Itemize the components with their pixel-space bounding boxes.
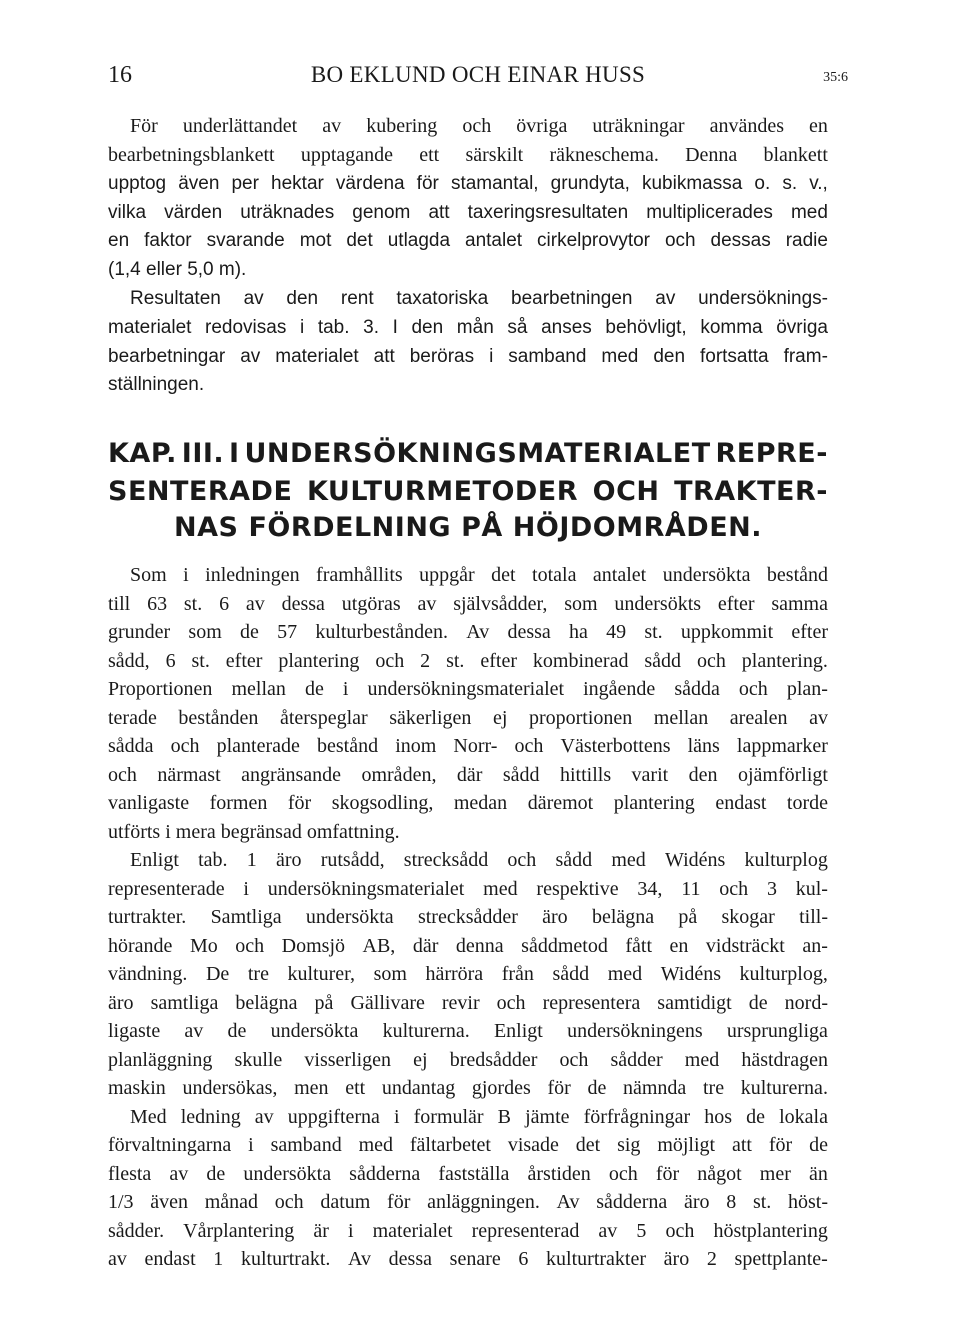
text-line: ligaste av de undersökta kulturerna. Enligt undersökningens ursprungliga xyxy=(108,1020,828,1042)
text-line: utförts i mera begränsad omfattning. xyxy=(108,821,400,843)
text-line: och närmast angränsande områden, där sådd hittills varit den ojämförligt xyxy=(108,764,828,786)
text-line: äro samtliga belägna på Gällivare revir och representera samtidigt de nord- xyxy=(108,992,828,1014)
text-line: 1/3 även månad och datum för anläggningen. Av sådderna äro 8 st. höst- xyxy=(108,1191,828,1213)
text-line: sådd, 6 st. efter plantering och 2 st. efter kombinerad sådd och plantering. xyxy=(108,650,828,672)
text-line: hörande Mo och Domsjö AB, där denna såddmetod fått en vidsträckt an- xyxy=(108,935,828,957)
chapter-heading-line: SENTERADE KULTURMETODER OCH TRAKTER- xyxy=(108,476,828,507)
text-line: förvaltningarna i samband med fältarbetet visade det sig möjligt att för de xyxy=(108,1134,828,1156)
text-line: Resultaten av den rent taxatoriska bearbetningen av undersöknings- xyxy=(130,288,828,309)
text-line: av endast 1 kulturtrakt. Av dessa senare 6 kulturtrakter äro 2 spettplante- xyxy=(108,1248,828,1270)
text-line: flesta av de undersökta sådderna fastställa årstiden och för något mer än xyxy=(108,1163,828,1185)
running-title: BO EKLUND OCH EINAR HUSS xyxy=(310,62,646,87)
text-line: planläggning skulle visserligen ej bredsådder och sådder med hästdragen xyxy=(108,1049,828,1071)
page-header xyxy=(108,62,848,98)
text-line: maskin undersökas, men ett undantag gjordes för de nämnda tre kulturerna. xyxy=(108,1077,828,1099)
text-line: För underlättandet av kubering och övriga uträkningar användes en xyxy=(130,115,828,137)
volume-number: 35:6 xyxy=(823,70,848,85)
page-number: 16 xyxy=(108,62,132,88)
text-line: till 63 st. 6 av dessa utgöras av självsådder, som undersökts efter samma xyxy=(108,593,828,615)
chapter-heading-line: KAP. III. I UNDERSÖKNINGSMATERIALET REPRE- xyxy=(108,438,828,469)
text-line: sådder. Vårplantering är i materialet representerad av 5 och höstplantering xyxy=(108,1220,828,1242)
text-line: en faktor svarande mot det utlagda antalet cirkelprovytor och dessas radie xyxy=(108,230,828,251)
text-line: upptog även per hektar värdena för stamantal, grundyta, kubikmassa o. s. v., xyxy=(108,173,828,194)
text-line: terade bestånden återspeglar säkerligen ej proportionen mellan arealen av xyxy=(108,707,828,729)
text-line: vanligaste formen för skogsodling, medan däremot plantering endast torde xyxy=(108,792,828,814)
text-line: (1,4 eller 5,0 m). xyxy=(108,259,247,280)
text-line: ställningen. xyxy=(108,374,205,395)
text-line: turtrakter. Samtliga undersökta strecksådder äro belägna på skogar till- xyxy=(108,906,828,928)
text-line: representerade i undersökningsmaterialet med respektive 34, 11 och 3 kul- xyxy=(108,878,828,900)
text-line: grunder som de 57 kulturbestånden. Av dessa ha 49 st. uppkommit efter xyxy=(108,621,828,643)
text-line: Med ledning av uppgifterna i formulär B jämte förfrågningar hos de lokala xyxy=(130,1106,828,1128)
text-line: vändning. De tre kulturer, som härröra från sådd med Widéns kulturplog, xyxy=(108,963,828,985)
text-line: bearbetningsblankett upptagande ett särskilt räkneschema. Denna blankett xyxy=(108,144,828,166)
text-line: Proportionen mellan de i undersökningsmaterialet ingående sådda och plan- xyxy=(108,678,828,700)
text-line: vilka värden uträknades genom att taxeringsresultaten multiplicerades med xyxy=(108,202,828,223)
text-line: sådda och planterade bestånd inom Norr- och Västerbottens läns lappmarker xyxy=(108,735,828,757)
text-line: Som i inledningen framhållits uppgår det totala antalet undersökta bestånd xyxy=(130,564,828,586)
text-line: bearbetningar av materialet att beröras i samband med den fortsatta fram- xyxy=(108,346,828,367)
text-line: Enligt tab. 1 äro rutsådd, strecksådd och sådd med Widéns kulturplog xyxy=(130,849,828,871)
chapter-heading-line: NAS FÖRDELNING PÅ HÖJDOMRÅDEN. xyxy=(173,512,763,543)
text-line: materialet redovisas i tab. 3. I den mån så anses behövligt, komma övriga xyxy=(108,317,828,338)
